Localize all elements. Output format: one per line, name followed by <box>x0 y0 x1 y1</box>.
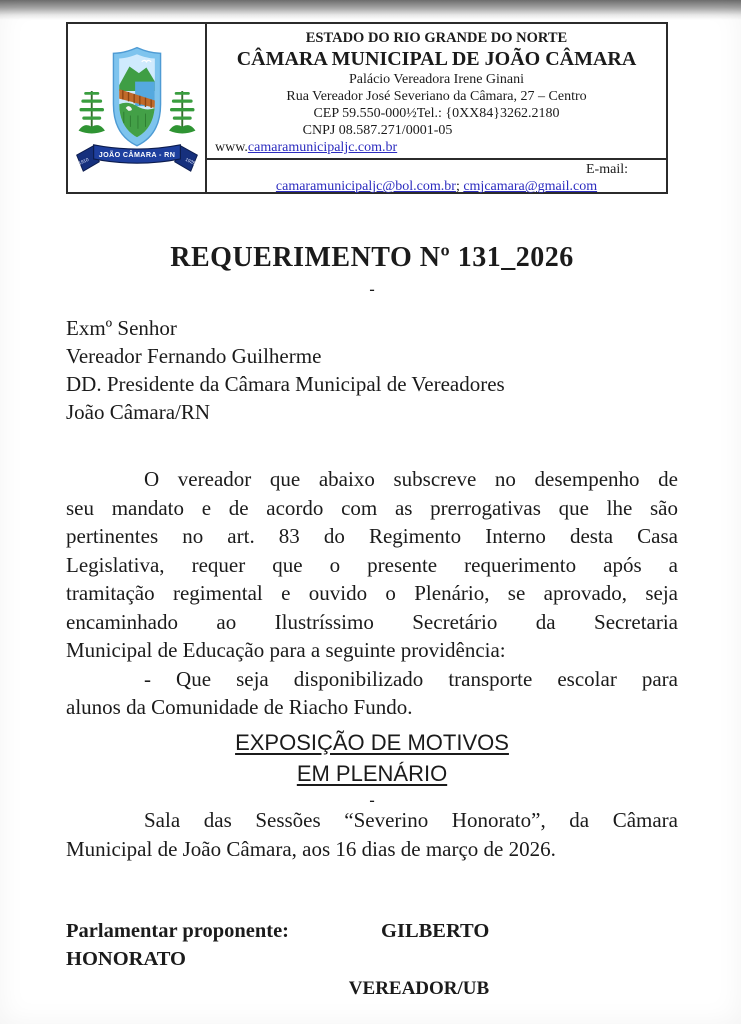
proponent-role: VEREADOR/UB <box>348 978 490 999</box>
tab-space <box>289 920 381 943</box>
proponent-last-name: HONORATO <box>66 948 186 970</box>
cep-phone: CEP 59.550-000½Tel.: {0XX84}3262.2180 <box>313 106 560 121</box>
session-block <box>66 806 678 863</box>
letterhead-info <box>207 24 666 192</box>
request-body <box>66 465 678 722</box>
proponent-first-name: GILBERTO <box>381 920 490 942</box>
state-name: ESTADO DO RIO GRANDE DO NORTE <box>305 30 568 46</box>
body-line: O vereador que abaixo subscreve no desempenho de <box>144 467 678 491</box>
addressee-line: Exmº Senhor <box>66 316 177 340</box>
session-line: Sala das Sessões “Severino Honorato”, da Câmara <box>144 808 678 832</box>
coat-of-arms-icon <box>71 29 203 187</box>
ribbon-banner-icon <box>76 145 197 171</box>
addressee-line: DD. Presidente da Câmara Municipal de Vereadores <box>66 372 505 396</box>
separator-dash: - <box>369 792 375 809</box>
session-line: Municipal de João Câmara, aos 16 dias de março de 2026. <box>66 836 556 861</box>
scan-edge-artifact <box>0 0 741 20</box>
tree-right-icon <box>169 91 195 133</box>
proponent-label: Parlamentar proponente: <box>66 920 290 942</box>
ribbon-text: JOÃO CÂMARA - RN <box>98 151 175 160</box>
body-line: pertinentes no art. 83 do Regimento Interno desta Casa <box>66 524 678 548</box>
proponent-line <box>66 920 678 943</box>
body-line: seu mandato e de acordo com as prerrogativas que lhe são <box>66 495 678 520</box>
request-line: alunos da Comunidade de Riacho Fundo. <box>66 695 413 719</box>
document-title: REQUERIMENTO Nº 131_2026 <box>170 242 574 273</box>
ribbon-year-right: 1928 <box>184 156 196 166</box>
website-prefix: www. <box>215 140 248 155</box>
cnpj: CNPJ 08.587.271/0001-05 <box>302 123 453 138</box>
email-separator: ; <box>455 179 464 194</box>
website-line <box>213 139 660 156</box>
palace-name: Palácio Vereadora Irene Ginani <box>348 72 525 87</box>
motives-heading-line: EM PLENÁRIO <box>296 761 448 786</box>
body-line: encaminhado ao Ilustríssimo Secretário da Secretaria <box>66 609 678 634</box>
logo-cell <box>68 24 207 192</box>
street-address: Rua Vereador José Severiano da Câmara, 27 – Centro <box>286 89 587 104</box>
ribbon-year-left: 1910 <box>77 156 89 166</box>
email-link-1[interactable]: camaramunicipaljc@bol.com.br <box>275 179 456 194</box>
email-cell <box>207 158 666 198</box>
separator-dash: - <box>369 281 375 298</box>
addressee-block <box>66 314 678 426</box>
body-line: tramitação regimental e ouvido o Plenário, se aprovado, seja <box>66 581 678 605</box>
tree-left-icon <box>78 91 104 133</box>
body-line: Legislativa, requer que o presente requerimento após a <box>66 552 678 577</box>
email-link-2[interactable]: cmjcamara@gmail.com <box>463 179 598 194</box>
addressee-line: João Câmara/RN <box>66 400 211 424</box>
chamber-name: CÂMARA MUNICIPAL DE JOÃO CÂMARA <box>236 48 637 70</box>
letterhead <box>66 22 668 194</box>
email-addresses <box>213 178 660 195</box>
body-line: Municipal de Educação para a seguinte providência: <box>66 638 506 662</box>
addressee-line: Vereador Fernando Guilherme <box>66 344 322 368</box>
shield-icon <box>113 48 160 146</box>
motives-heading <box>66 727 678 789</box>
motives-heading-line: EXPOSIÇÃO DE MOTIVOS <box>235 730 509 755</box>
email-label: E-mail: <box>586 162 628 177</box>
website-link[interactable]: camaramunicipaljc.com.br <box>247 140 398 155</box>
request-line: - Que seja disponibilizado transporte escolar para <box>144 666 678 691</box>
